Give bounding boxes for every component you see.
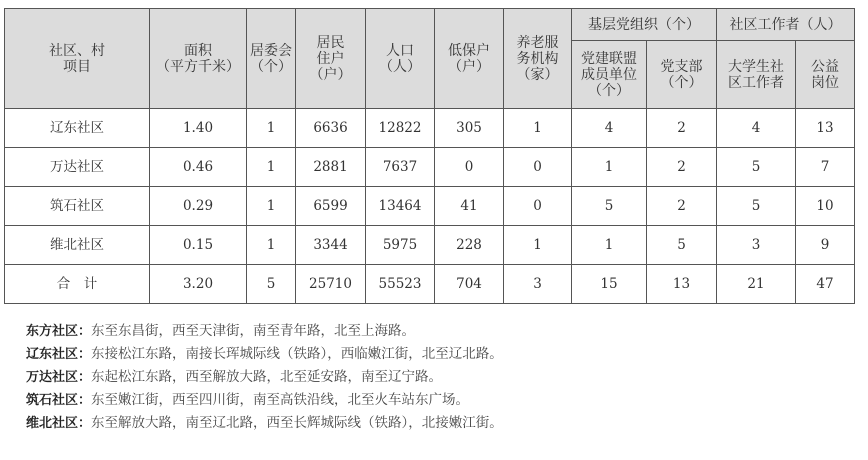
cell-party-branch: 2: [647, 109, 717, 148]
cell-college-workers: 3: [717, 226, 796, 265]
cell-name: 合 计: [5, 265, 150, 304]
cell-low-income: 228: [435, 226, 504, 265]
note-community-name: 万达社区：: [26, 370, 92, 385]
note-boundary-text: 东至东昌街，西至天津街，南至青年路，北至上海路。: [91, 323, 416, 339]
cell-population: 7637: [366, 148, 435, 187]
cell-party-alliance: 4: [572, 109, 647, 148]
header-households: 居民 住户 （户）: [296, 9, 366, 109]
cell-name: 维北社区: [5, 226, 150, 265]
note-boundary-text: 东起松江东路，西至解放大路，北至延安路，南至辽宁路。: [91, 369, 443, 385]
cell-households: 6599: [296, 187, 366, 226]
cell-public-posts: 10: [796, 187, 855, 226]
cell-area: 0.29: [150, 187, 247, 226]
cell-area: 3.20: [150, 265, 247, 304]
table-row: [5, 187, 855, 226]
header-community-workers: 社区工作者（人）: [717, 9, 855, 41]
cell-public-posts: 9: [796, 226, 855, 265]
community-boundary-notes: [26, 320, 846, 435]
table-row: [5, 148, 855, 187]
cell-public-posts: 47: [796, 265, 855, 304]
cell-name: 万达社区: [5, 148, 150, 187]
cell-population: 12822: [366, 109, 435, 148]
table-row: [5, 109, 855, 148]
cell-population: 55523: [366, 265, 435, 304]
cell-party-alliance: 1: [572, 148, 647, 187]
cell-party-branch: 2: [647, 187, 717, 226]
cell-elderly: 1: [504, 226, 572, 265]
table-row: [5, 265, 855, 304]
cell-low-income: 305: [435, 109, 504, 148]
cell-households: 2881: [296, 148, 366, 187]
note-community-name: 筑石社区：: [26, 393, 92, 408]
header-item: 社区、村 项目: [5, 9, 150, 109]
cell-elderly: 3: [504, 265, 572, 304]
table-body: [5, 109, 855, 304]
cell-low-income: 41: [435, 187, 504, 226]
note-boundary-text: 东至嫩江街，西至四川街，南至高铁沿线，北至火车站东广场。: [91, 392, 470, 408]
cell-committee: 1: [247, 187, 296, 226]
header-elderly-care: 养老服 务机构 （家）: [504, 9, 572, 109]
cell-name: 辽东社区: [5, 109, 150, 148]
cell-committee: 5: [247, 265, 296, 304]
cell-name: 筑石社区: [5, 187, 150, 226]
cell-area: 0.15: [150, 226, 247, 265]
cell-households: 25710: [296, 265, 366, 304]
cell-elderly: 0: [504, 187, 572, 226]
cell-committee: 1: [247, 226, 296, 265]
cell-college-workers: 21: [717, 265, 796, 304]
header-public-posts: 公益 岗位: [796, 41, 855, 109]
cell-college-workers: 5: [717, 148, 796, 187]
cell-area: 0.46: [150, 148, 247, 187]
cell-college-workers: 4: [717, 109, 796, 148]
cell-college-workers: 5: [717, 187, 796, 226]
note-line: [26, 320, 846, 343]
note-community-name: 辽东社区：: [26, 347, 92, 362]
note-line: [26, 366, 846, 389]
cell-committee: 1: [247, 109, 296, 148]
cell-committee: 1: [247, 148, 296, 187]
community-stats-table: [4, 8, 855, 304]
table-header: [5, 9, 855, 109]
header-population: 人口 （人）: [366, 9, 435, 109]
cell-party-branch: 2: [647, 148, 717, 187]
cell-elderly: 1: [504, 109, 572, 148]
cell-area: 1.40: [150, 109, 247, 148]
note-boundary-text: 东至解放大路，南至辽北路，西至长辉城际线（铁路），北接嫩江街。: [91, 415, 503, 431]
header-party-alliance: 党建联盟 成员单位 （个）: [572, 41, 647, 109]
note-boundary-text: 东接松江东路，南接长珲城际线（铁路），西临嫩江街，北至辽北路。: [91, 346, 503, 362]
cell-population: 5975: [366, 226, 435, 265]
cell-public-posts: 13: [796, 109, 855, 148]
table-row: [5, 226, 855, 265]
note-line: [26, 412, 846, 435]
cell-low-income: 0: [435, 148, 504, 187]
cell-households: 6636: [296, 109, 366, 148]
header-area: 面积 （平方千米）: [150, 9, 247, 109]
cell-party-alliance: 15: [572, 265, 647, 304]
note-community-name: 维北社区：: [26, 416, 92, 431]
note-community-name: 东方社区：: [26, 324, 92, 339]
header-low-income: 低保户 （户）: [435, 9, 504, 109]
cell-party-branch: 13: [647, 265, 717, 304]
cell-party-branch: 5: [647, 226, 717, 265]
note-line: [26, 343, 846, 366]
header-party-organization: 基层党组织（个）: [572, 9, 717, 41]
note-line: [26, 389, 846, 412]
header-committee: 居委会 （个）: [247, 9, 296, 109]
cell-elderly: 0: [504, 148, 572, 187]
cell-party-alliance: 5: [572, 187, 647, 226]
cell-households: 3344: [296, 226, 366, 265]
cell-party-alliance: 1: [572, 226, 647, 265]
cell-low-income: 704: [435, 265, 504, 304]
cell-public-posts: 7: [796, 148, 855, 187]
header-college-workers: 大学生社 区工作者: [717, 41, 796, 109]
header-party-branch: 党支部 （个）: [647, 41, 717, 109]
cell-population: 13464: [366, 187, 435, 226]
